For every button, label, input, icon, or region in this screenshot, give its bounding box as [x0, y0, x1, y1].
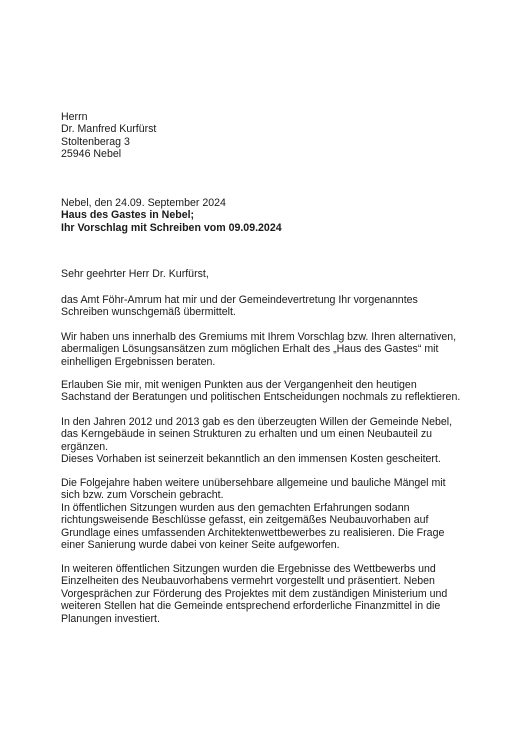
paragraph-line: Erlauben Sie mir, mit wenigen Punkten aus der Vergangenheit den heutigen	[61, 379, 417, 391]
paragraph-5	[61, 477, 471, 551]
paragraph-line: das Kerngebäude in seinen Strukturen zu erhalten und um einen Neubauteil zu	[61, 428, 433, 441]
paragraph-line: In den Jahren 2012 und 2013 gab es den überzeugten Willen der Gemeinde Nebel,	[61, 416, 453, 428]
salutation	[61, 268, 471, 280]
recipient-line: Dr. Manfred Kurfürst	[61, 123, 157, 136]
paragraph-line: das Amt Föhr-Amrum hat mir und der Gemeindevertretung Ihr vorgenanntes	[61, 294, 418, 306]
recipient-address	[61, 111, 471, 161]
paragraph-line: Wir haben uns innerhalb des Gremiums mit Ihrem Vorschlag bzw. Ihren alternativen,	[61, 331, 457, 343]
paragraph-line: weiteren Stellen hat die Gemeinde entsprechend erforderliche Finanzmittel in die	[61, 600, 441, 613]
subject-line-1: Haus des Gastes in Nebel;	[61, 209, 195, 222]
paragraph-1	[61, 294, 471, 319]
paragraph-line: In weiteren öffentlichen Sitzungen wurden die Ergebnisse des Wettbewerbs und	[61, 563, 436, 575]
subject-line-2: Ihr Vorschlag mit Schreiben vom 09.09.2024	[61, 221, 282, 234]
paragraph-line: Schreiben wunschgemäß übermittelt.	[61, 306, 236, 319]
paragraph-line: Dieses Vorhaben ist seinerzeit bekanntlich an den immensen Kosten gescheitert.	[61, 453, 441, 466]
paragraph-line: richtungsweisende Beschlüsse gefasst, ein zeitgemäßes Neubauvorhaben auf	[61, 514, 429, 527]
paragraph-line: Grundlage eines umfassenden Architektenwettbewerbes zu realisieren. Die Frage	[61, 526, 445, 539]
paragraph-line: Einzelheiten des Neubauvorhabens vermehrt vorgestellt und präsentiert. Neben	[61, 575, 435, 588]
paragraph-line: Die Folgejahre haben weitere unübersehbare allgemeine und bauliche Mängel mit	[61, 477, 446, 489]
paragraph-3	[61, 379, 471, 404]
date-and-subject	[61, 197, 471, 234]
recipient-line: 25946 Nebel	[61, 148, 122, 161]
paragraph-line: Planungen investiert.	[61, 612, 160, 625]
paragraph-6	[61, 563, 471, 625]
paragraph-line: einhelligen Ergebnissen beraten.	[61, 355, 216, 368]
recipient-line: Stoltenberag 3	[61, 135, 130, 148]
paragraph-line: In öffentlichen Sitzungen wurden aus den gemachten Erfahrungen sodann	[61, 501, 410, 514]
paragraph-line: Sachstand der Beratungen und politischen Entscheidungen nochmals zu reflektieren.	[61, 391, 461, 404]
salutation-text: Sehr geehrter Herr Dr. Kurfürst,	[61, 268, 209, 280]
date-line: Nebel, den 24.09. September 2024	[61, 197, 226, 209]
paragraph-line: einer Sanierung wurde dabei von keiner Seite aufgeworfen.	[61, 539, 340, 552]
paragraph-line: ergänzen.	[61, 440, 109, 453]
recipient-line: Herrn	[61, 111, 88, 123]
paragraph-line: sich bzw. zum Vorschein gebracht.	[61, 489, 224, 502]
paragraph-4	[61, 416, 471, 466]
paragraph-2	[61, 331, 471, 368]
paragraph-line: abermaligen Lösungsansätzen zum möglichen Erhalt des „Haus des Gastes“ mit	[61, 343, 439, 356]
paragraph-line: Vorgesprächen zur Förderung des Projektes mit dem zuständigen Ministerium und	[61, 587, 448, 600]
